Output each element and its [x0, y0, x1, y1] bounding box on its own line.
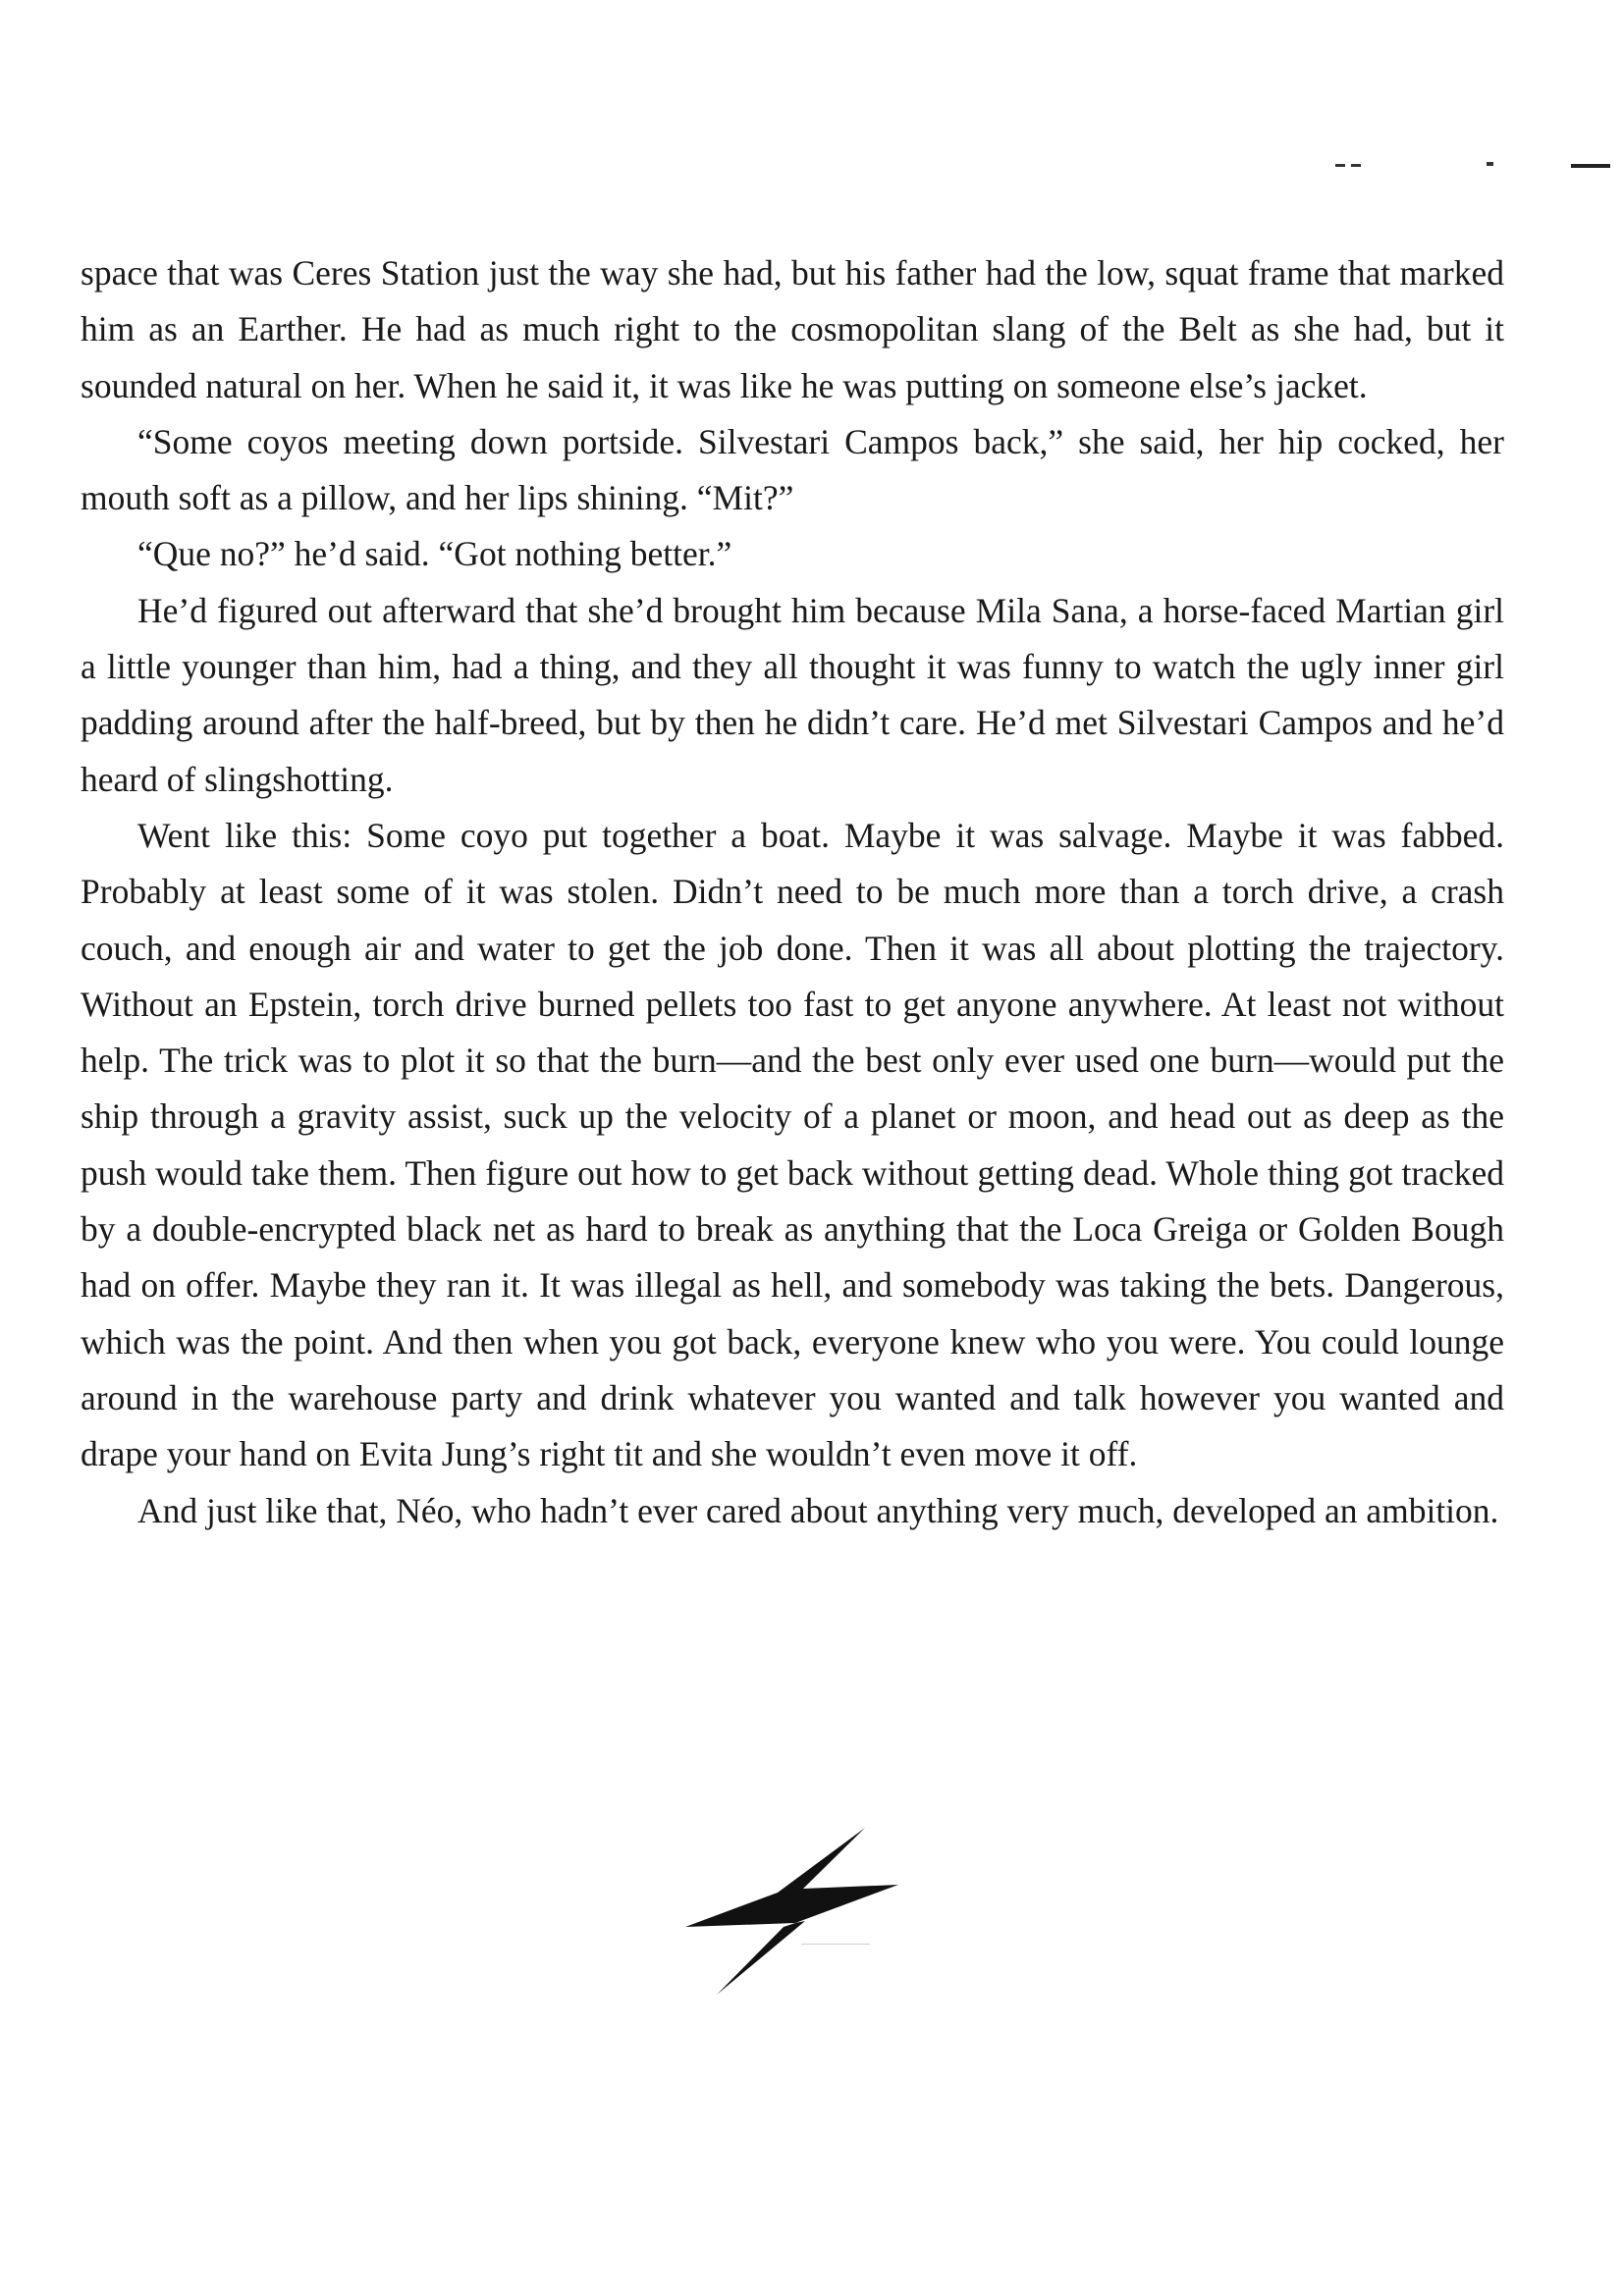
paragraph: “Que no?” he’d said. “Got nothing better.”	[137, 534, 732, 574]
lightning-ornament-icon	[685, 1828, 903, 1995]
paragraph: Went like this: Some coyo put together a boat. Maybe it was salvage. Maybe it was fabbed. Probably at least some of it was stolen. Didn’t need to be much more than a torch drive, a crash couch, and enough air and water to get the job done. Then it was all about plotting the trajectory. Without an Epstein, torch drive burned pellets too fast to get anyone anywhere. At least not without help. The trick was to plot it so that the burn—and the best only ever used one burn—would put the ship through a gravity assist, suck up the velocity of a planet or moon, and head out as deep as the push would take them. Then figure out how to get back without getting dead. Whole thing got tracked by a double-encrypted black net as hard to break as anything that the Loca Greiga or Golden Bough had on offer. Maybe they ran it. It was illegal as hell, and somebody was taking the bets. Dangerous, which was the point. And then when you got back, everyone knew who you were. You could lounge around in the warehouse party and drink whatever you wanted and talk however you wanted and drape your hand on Evita Jung’s right tit and she wouldn’t even move it off.	[81, 815, 1504, 1474]
body-text	[81, 245, 1504, 1539]
paragraph: “Some coyos meeting down portside. Silvestari Campos back,” she said, her hip cocked, her mouth soft as a pillow, and her lips shining. “Mit?”	[81, 421, 1504, 518]
header-scan-marks	[1335, 155, 1623, 175]
paragraph: He’d figured out afterward that she’d brought him because Mila Sana, a horse-faced Martian girl a little younger than him, had a thing, and they all thought it was funny to watch the ugly inner girl padding around after the half-breed, but by then he didn’t care. He’d met Silvestari Campos and he’d heard of slingshotting.	[81, 590, 1504, 799]
paragraph: space that was Ceres Station just the way she had, but his father had the low, squat frame that marked him as an Earther. He had as much right to the cosmopolitan slang of the Belt as she had, but it sounded natural on her. When he said it, it was like he was putting on someone else’s jacket.	[81, 253, 1504, 405]
paragraph: And just like that, Néo, who hadn’t ever cared about anything very much, developed an ambition.	[137, 1490, 1499, 1530]
